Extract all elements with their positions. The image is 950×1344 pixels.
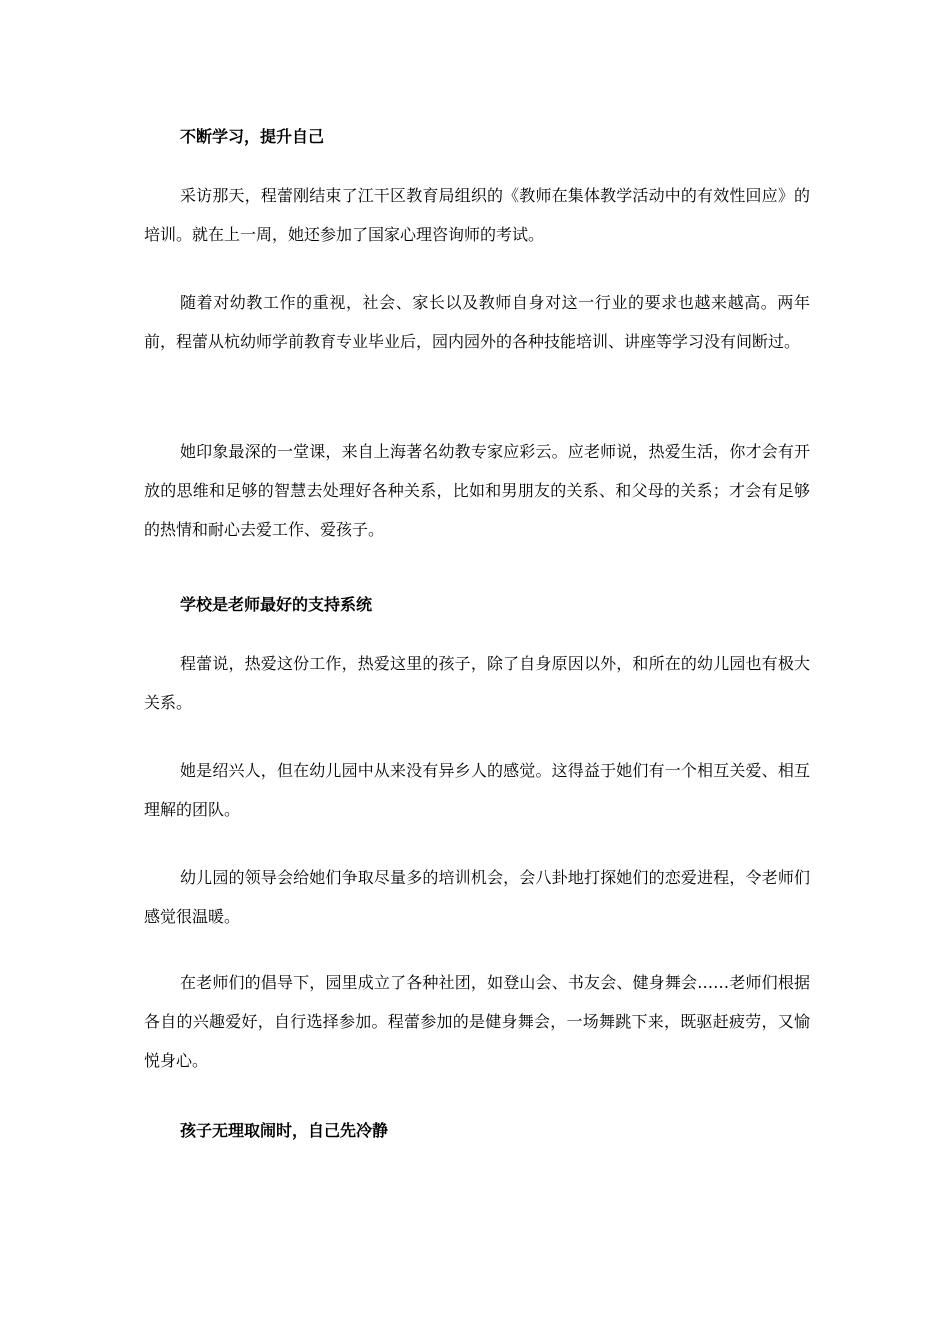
section-heading-2: 学校是老师最好的支持系统 [180,595,373,614]
paragraph-3: 她印象最深的一堂课，来自上海著名幼教专家应彩云。应老师说，热爱生活，你才会有开放的思维和足够的智慧去处理好各种关系，比如和男朋友的关系、和父母的关系；才会有足够的热情和耐心去爱工作、爱孩子。 [144,442,810,539]
paragraph-2: 随着对幼教工作的重视，社会、家长以及教师自身对这一行业的要求也越来越高。两年前，程蕾从杭幼师学前教育专业毕业后，园内园外的各种技能培训、讲座等学习没有间断过。 [144,293,810,351]
paragraph-7: 在老师们的倡导下，园里成立了各种社团，如登山会、书友会、健身舞会……老师们根据各自的兴趣爱好，自行选择参加。程蕾参加的是健身舞会，一场舞跳下来，既驱赶疲劳，又愉悦身心。 [144,973,810,1070]
paragraph-6: 幼儿园的领导会给她们争取尽量多的培训机会，会八卦地打探她们的恋爱进程，令老师们感觉很温暖。 [144,868,810,926]
paragraph-5: 她是绍兴人，但在幼儿园中从来没有异乡人的感觉。这得益于她们有一个相互关爱、相互理解的团队。 [144,761,810,819]
section-heading-3: 孩子无理取闹时，自己先冷静 [180,1121,389,1140]
paragraph-4: 程蕾说，热爱这份工作，热爱这里的孩子，除了自身原因以外，和所在的幼儿园也有极大关系。 [144,654,810,712]
section-heading-1: 不断学习，提升自己 [180,127,325,146]
paragraph-1: 采访那天，程蕾刚结束了江干区教育局组织的《教师在集体教学活动中的有效性回应》的培训。就在上一周，她还参加了国家心理咨询师的考试。 [144,186,810,244]
